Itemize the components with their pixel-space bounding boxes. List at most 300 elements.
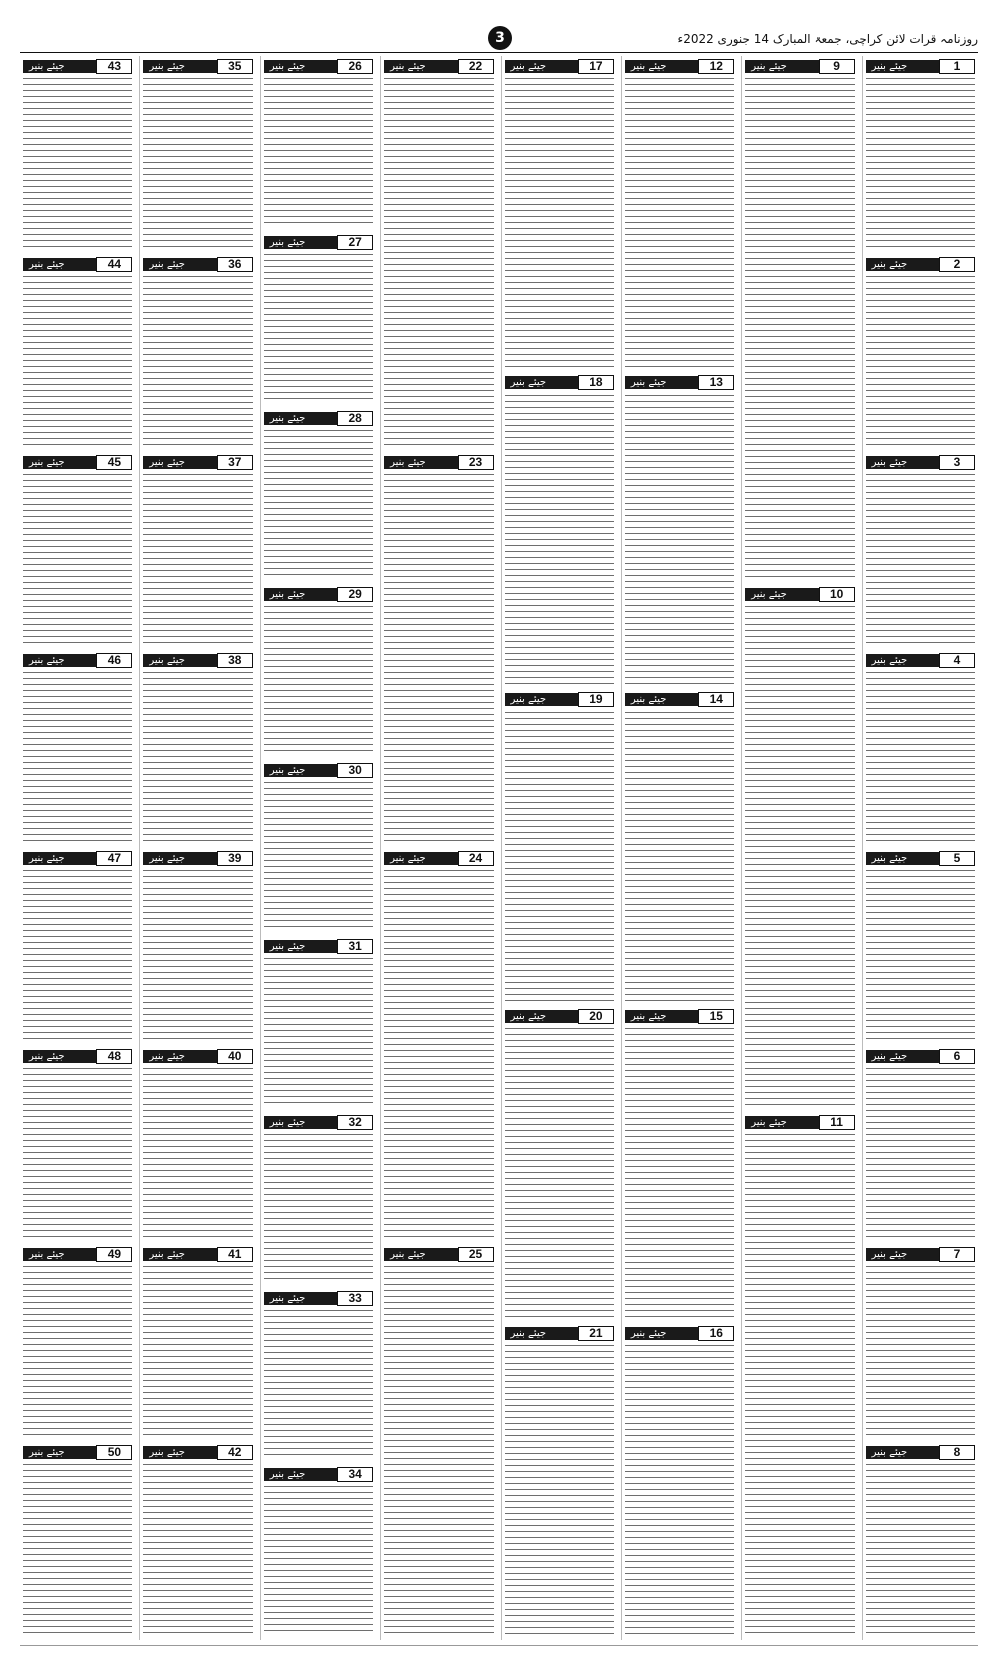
item-label: جیئے بنیر xyxy=(630,1010,667,1022)
item-number: 25 xyxy=(458,1247,494,1262)
item-label: جیئے بنیر xyxy=(149,1050,185,1062)
item-header xyxy=(143,1048,252,1064)
news-item xyxy=(625,373,734,686)
item-body-text xyxy=(505,1343,614,1636)
item-header xyxy=(143,256,252,272)
item-label: جیئے بنیر xyxy=(29,456,65,468)
item-body-text xyxy=(23,274,132,448)
item-header xyxy=(625,1325,734,1341)
item-body-text xyxy=(505,1026,614,1319)
item-body-text xyxy=(264,956,373,1108)
item-body-text xyxy=(23,76,132,250)
item-header xyxy=(264,586,373,602)
item-number: 22 xyxy=(458,59,494,74)
item-header xyxy=(505,1325,614,1341)
item-number: 18 xyxy=(578,375,614,390)
item-body-text xyxy=(143,1066,252,1240)
item-number: 3 xyxy=(939,455,975,470)
item-label: جیئے بنیر xyxy=(269,1468,306,1480)
item-number: 48 xyxy=(96,1049,132,1064)
item-label: جیئے بنیر xyxy=(871,654,908,666)
item-label: جیئے بنیر xyxy=(149,852,185,864)
newspaper-page xyxy=(20,22,978,1648)
item-header xyxy=(384,58,493,74)
item-label-bar xyxy=(143,1446,216,1459)
item-header xyxy=(143,1444,252,1460)
item-label: جیئے بنیر xyxy=(630,694,667,706)
item-header xyxy=(866,1246,975,1262)
item-body-text xyxy=(143,274,252,448)
footer-rule xyxy=(20,1645,978,1646)
item-label: جیئے بنیر xyxy=(510,377,547,389)
item-label: جیئے بنیر xyxy=(871,852,908,864)
item-body-text xyxy=(23,1462,132,1636)
item-header xyxy=(745,58,854,74)
item-number: 2 xyxy=(939,257,975,272)
item-label: جیئے بنیر xyxy=(630,60,667,72)
item-header xyxy=(866,652,975,668)
item-body-text xyxy=(866,1066,975,1240)
news-item xyxy=(264,760,373,932)
item-label-bar xyxy=(264,588,337,601)
item-header xyxy=(866,256,975,272)
item-label-bar xyxy=(23,60,96,73)
item-number: 13 xyxy=(698,375,734,390)
item-header xyxy=(625,375,734,391)
item-header xyxy=(745,586,854,602)
item-label-bar xyxy=(745,1116,818,1129)
item-header xyxy=(745,1114,854,1130)
item-label-bar xyxy=(505,60,578,73)
item-label: جیئے بنیر xyxy=(751,588,787,600)
item-number: 50 xyxy=(96,1445,132,1460)
item-header xyxy=(143,454,252,470)
item-header xyxy=(384,1246,493,1262)
item-number: 23 xyxy=(458,455,494,470)
item-body-text xyxy=(745,1132,854,1636)
item-label-bar xyxy=(866,1050,939,1063)
item-body-text xyxy=(384,472,493,844)
news-item xyxy=(384,56,493,448)
item-body-text xyxy=(143,868,252,1042)
item-label-bar xyxy=(143,258,216,271)
item-body-text xyxy=(264,1308,373,1460)
item-body-text xyxy=(866,274,975,448)
item-body-text xyxy=(143,472,252,646)
news-item xyxy=(23,1244,132,1438)
news-item xyxy=(625,56,734,369)
news-item xyxy=(264,232,373,404)
item-label-bar xyxy=(866,852,939,865)
columns xyxy=(20,56,978,1640)
item-label-bar xyxy=(264,764,337,777)
news-item xyxy=(505,373,614,686)
item-label: جیئے بنیر xyxy=(269,1292,306,1304)
item-body-text xyxy=(505,76,614,369)
item-number: 41 xyxy=(217,1247,253,1262)
item-body-text xyxy=(264,1484,373,1636)
news-item xyxy=(866,848,975,1042)
news-item xyxy=(745,584,854,1108)
item-number: 16 xyxy=(698,1326,734,1341)
news-item xyxy=(866,1046,975,1240)
item-header xyxy=(264,1114,373,1130)
news-item xyxy=(143,1244,252,1438)
item-label-bar xyxy=(384,60,457,73)
item-number: 32 xyxy=(337,1115,373,1130)
item-header xyxy=(23,1444,132,1460)
item-label-bar xyxy=(866,60,939,73)
item-number: 35 xyxy=(217,59,253,74)
item-label-bar xyxy=(505,1010,578,1023)
item-number: 27 xyxy=(337,235,373,250)
news-item xyxy=(745,1112,854,1636)
item-label: جیئے بنیر xyxy=(390,60,426,72)
item-number: 19 xyxy=(578,692,614,707)
item-label-bar xyxy=(866,456,939,469)
item-header xyxy=(264,938,373,954)
column-4 xyxy=(501,56,617,1640)
item-label-bar xyxy=(143,852,216,865)
news-item xyxy=(264,1288,373,1460)
item-label: جیئے بنیر xyxy=(269,1116,306,1128)
item-label-bar xyxy=(264,1116,337,1129)
item-body-text xyxy=(625,710,734,1003)
news-item xyxy=(625,690,734,1003)
item-body-text xyxy=(23,670,132,844)
news-item xyxy=(866,452,975,646)
news-item xyxy=(625,1006,734,1319)
news-item xyxy=(625,1323,734,1636)
news-item xyxy=(264,936,373,1108)
item-header xyxy=(23,850,132,866)
item-number: 34 xyxy=(337,1467,373,1482)
item-number: 40 xyxy=(217,1049,253,1064)
news-item xyxy=(866,254,975,448)
item-number: 4 xyxy=(939,653,975,668)
item-body-text xyxy=(745,604,854,1108)
news-item xyxy=(143,56,252,250)
item-label: جیئے بنیر xyxy=(390,1248,426,1260)
item-header xyxy=(505,375,614,391)
item-label-bar xyxy=(23,1050,96,1063)
item-number: 8 xyxy=(939,1445,975,1460)
item-label-bar xyxy=(143,1248,216,1261)
item-label-bar xyxy=(384,456,457,469)
item-number: 7 xyxy=(939,1247,975,1262)
item-label-bar xyxy=(745,588,818,601)
item-label-bar xyxy=(625,1010,698,1023)
item-number: 1 xyxy=(939,59,975,74)
item-header xyxy=(866,454,975,470)
item-header xyxy=(264,410,373,426)
item-header xyxy=(264,1466,373,1482)
item-number: 24 xyxy=(458,851,494,866)
item-label: جیئے بنیر xyxy=(390,456,426,468)
item-label-bar xyxy=(264,1292,337,1305)
item-body-text xyxy=(23,472,132,646)
item-label: جیئے بنیر xyxy=(29,1446,65,1458)
item-label: جیئے بنیر xyxy=(630,1327,667,1339)
item-number: 33 xyxy=(337,1291,373,1306)
page-number: 3 xyxy=(488,26,512,50)
item-body-text xyxy=(384,868,493,1240)
item-label: جیئے بنیر xyxy=(149,654,185,666)
item-body-text xyxy=(264,428,373,580)
item-label: جیئے بنیر xyxy=(390,852,426,864)
item-label: جیئے بنیر xyxy=(510,694,547,706)
item-body-text xyxy=(505,393,614,686)
item-number: 49 xyxy=(96,1247,132,1262)
item-label: جیئے بنیر xyxy=(29,1050,65,1062)
item-number: 46 xyxy=(96,653,132,668)
news-item xyxy=(23,848,132,1042)
item-body-text xyxy=(866,1264,975,1438)
item-header xyxy=(264,762,373,778)
item-label-bar xyxy=(505,376,578,389)
news-item xyxy=(866,1442,975,1636)
news-item xyxy=(143,1046,252,1240)
news-item xyxy=(505,56,614,369)
item-number: 21 xyxy=(578,1326,614,1341)
item-number: 10 xyxy=(819,587,855,602)
item-header xyxy=(23,256,132,272)
news-item xyxy=(23,1442,132,1636)
item-label: جیئے بنیر xyxy=(149,60,185,72)
item-label-bar xyxy=(866,654,939,667)
item-body-text xyxy=(264,76,373,228)
item-number: 9 xyxy=(819,59,855,74)
news-item xyxy=(866,1244,975,1438)
item-label: جیئے بنیر xyxy=(149,1248,185,1260)
item-label-bar xyxy=(384,852,457,865)
news-item xyxy=(23,56,132,250)
column-8 xyxy=(20,56,135,1640)
item-header xyxy=(23,1246,132,1262)
news-item xyxy=(505,1006,614,1319)
news-item xyxy=(384,1244,493,1636)
item-body-text xyxy=(625,1343,734,1636)
item-label: جیئے بنیر xyxy=(269,764,306,776)
item-label: جیئے بنیر xyxy=(630,377,667,389)
item-label: جیئے بنیر xyxy=(510,1327,547,1339)
item-label-bar xyxy=(264,1468,337,1481)
column-2 xyxy=(741,56,857,1640)
news-item xyxy=(745,56,854,580)
item-header xyxy=(866,850,975,866)
item-label-bar xyxy=(264,940,337,953)
item-label: جیئے بنیر xyxy=(29,258,65,270)
item-label-bar xyxy=(23,654,96,667)
item-number: 42 xyxy=(217,1445,253,1460)
item-label: جیئے بنیر xyxy=(510,60,547,72)
item-number: 44 xyxy=(96,257,132,272)
item-body-text xyxy=(866,76,975,250)
item-label: جیئے بنیر xyxy=(871,60,908,72)
item-header xyxy=(505,692,614,708)
item-label-bar xyxy=(625,693,698,706)
news-item xyxy=(866,650,975,844)
column-6 xyxy=(260,56,376,1640)
item-number: 14 xyxy=(698,692,734,707)
item-label: جیئے بنیر xyxy=(29,60,65,72)
news-item xyxy=(143,452,252,646)
item-label: جیئے بنیر xyxy=(751,60,787,72)
item-body-text xyxy=(866,868,975,1042)
item-body-text xyxy=(866,472,975,646)
news-item xyxy=(866,56,975,250)
item-body-text xyxy=(143,76,252,250)
item-label: جیئے بنیر xyxy=(269,412,306,424)
item-label-bar xyxy=(866,1446,939,1459)
item-label-bar xyxy=(23,456,96,469)
item-label-bar xyxy=(625,1327,698,1340)
item-number: 47 xyxy=(96,851,132,866)
item-body-text xyxy=(264,1132,373,1284)
item-label: جیئے بنیر xyxy=(149,1446,185,1458)
item-body-text xyxy=(745,76,854,580)
item-label-bar xyxy=(745,60,818,73)
item-number: 39 xyxy=(217,851,253,866)
item-number: 6 xyxy=(939,1049,975,1064)
item-body-text xyxy=(505,710,614,1003)
item-body-text xyxy=(264,780,373,932)
item-header xyxy=(625,58,734,74)
news-item xyxy=(143,650,252,844)
item-header xyxy=(143,850,252,866)
item-number: 17 xyxy=(578,59,614,74)
item-label-bar xyxy=(143,1050,216,1063)
item-label-bar xyxy=(143,60,216,73)
item-body-text xyxy=(866,670,975,844)
item-body-text xyxy=(143,1264,252,1438)
item-label: جیئے بنیر xyxy=(871,1446,908,1458)
item-header xyxy=(23,454,132,470)
item-label-bar xyxy=(264,236,337,249)
news-item xyxy=(143,848,252,1042)
column-3 xyxy=(621,56,737,1640)
item-label-bar xyxy=(23,1248,96,1261)
item-header xyxy=(866,1048,975,1064)
news-item xyxy=(384,848,493,1240)
news-item xyxy=(23,650,132,844)
item-label: جیئے بنیر xyxy=(751,1116,787,1128)
item-label-bar xyxy=(625,376,698,389)
item-number: 29 xyxy=(337,587,373,602)
news-item xyxy=(264,1112,373,1284)
item-label-bar xyxy=(23,258,96,271)
item-label-bar xyxy=(23,852,96,865)
item-header xyxy=(625,692,734,708)
item-body-text xyxy=(625,393,734,686)
item-body-text xyxy=(384,1264,493,1636)
item-label: جیئے بنیر xyxy=(510,1010,547,1022)
item-header xyxy=(866,1444,975,1460)
item-body-text xyxy=(23,1066,132,1240)
item-label-bar xyxy=(264,60,337,73)
item-number: 11 xyxy=(819,1115,855,1130)
item-body-text xyxy=(866,1462,975,1636)
item-number: 20 xyxy=(578,1009,614,1024)
item-number: 30 xyxy=(337,763,373,778)
item-header xyxy=(505,58,614,74)
item-body-text xyxy=(23,868,132,1042)
item-label: جیئے بنیر xyxy=(149,258,185,270)
item-label-bar xyxy=(866,258,939,271)
item-header xyxy=(143,652,252,668)
news-item xyxy=(23,452,132,646)
item-number: 37 xyxy=(217,455,253,470)
news-item xyxy=(384,452,493,844)
news-item xyxy=(23,1046,132,1240)
column-7 xyxy=(139,56,255,1640)
masthead xyxy=(20,22,978,52)
item-number: 5 xyxy=(939,851,975,866)
item-label-bar xyxy=(143,456,216,469)
masthead-rule xyxy=(20,52,978,53)
item-label-bar xyxy=(143,654,216,667)
item-label: جیئے بنیر xyxy=(269,60,306,72)
item-header xyxy=(264,58,373,74)
item-label-bar xyxy=(505,693,578,706)
news-item xyxy=(264,1464,373,1636)
item-number: 38 xyxy=(217,653,253,668)
news-item xyxy=(505,690,614,1003)
item-header xyxy=(384,454,493,470)
item-number: 45 xyxy=(96,455,132,470)
item-label: جیئے بنیر xyxy=(29,654,65,666)
item-header xyxy=(866,58,975,74)
item-header xyxy=(264,234,373,250)
news-item xyxy=(264,408,373,580)
item-label: جیئے بنیر xyxy=(269,236,306,248)
item-body-text xyxy=(264,252,373,404)
column-5 xyxy=(380,56,496,1640)
item-label-bar xyxy=(866,1248,939,1261)
item-header xyxy=(143,1246,252,1262)
item-label: جیئے بنیر xyxy=(29,1248,65,1260)
item-number: 43 xyxy=(96,59,132,74)
item-number: 12 xyxy=(698,59,734,74)
column-1 xyxy=(862,56,978,1640)
news-item xyxy=(143,1442,252,1636)
item-label: جیئے بنیر xyxy=(871,258,908,270)
item-label: جیئے بنیر xyxy=(149,456,185,468)
item-body-text xyxy=(143,1462,252,1636)
item-number: 26 xyxy=(337,59,373,74)
item-label: جیئے بنیر xyxy=(269,940,306,952)
item-label-bar xyxy=(23,1446,96,1459)
item-label-bar xyxy=(625,60,698,73)
item-body-text xyxy=(264,604,373,756)
item-header xyxy=(23,652,132,668)
item-body-text xyxy=(384,76,493,448)
news-item xyxy=(505,1323,614,1636)
item-body-text xyxy=(625,76,734,369)
item-number: 36 xyxy=(217,257,253,272)
item-label: جیئے بنیر xyxy=(29,852,65,864)
item-header xyxy=(143,58,252,74)
item-header xyxy=(23,58,132,74)
item-header xyxy=(23,1048,132,1064)
item-label: جیئے بنیر xyxy=(269,588,306,600)
news-item xyxy=(23,254,132,448)
item-header xyxy=(505,1008,614,1024)
item-number: 28 xyxy=(337,411,373,426)
news-item xyxy=(264,56,373,228)
item-number: 31 xyxy=(337,939,373,954)
item-label: جیئے بنیر xyxy=(871,456,908,468)
